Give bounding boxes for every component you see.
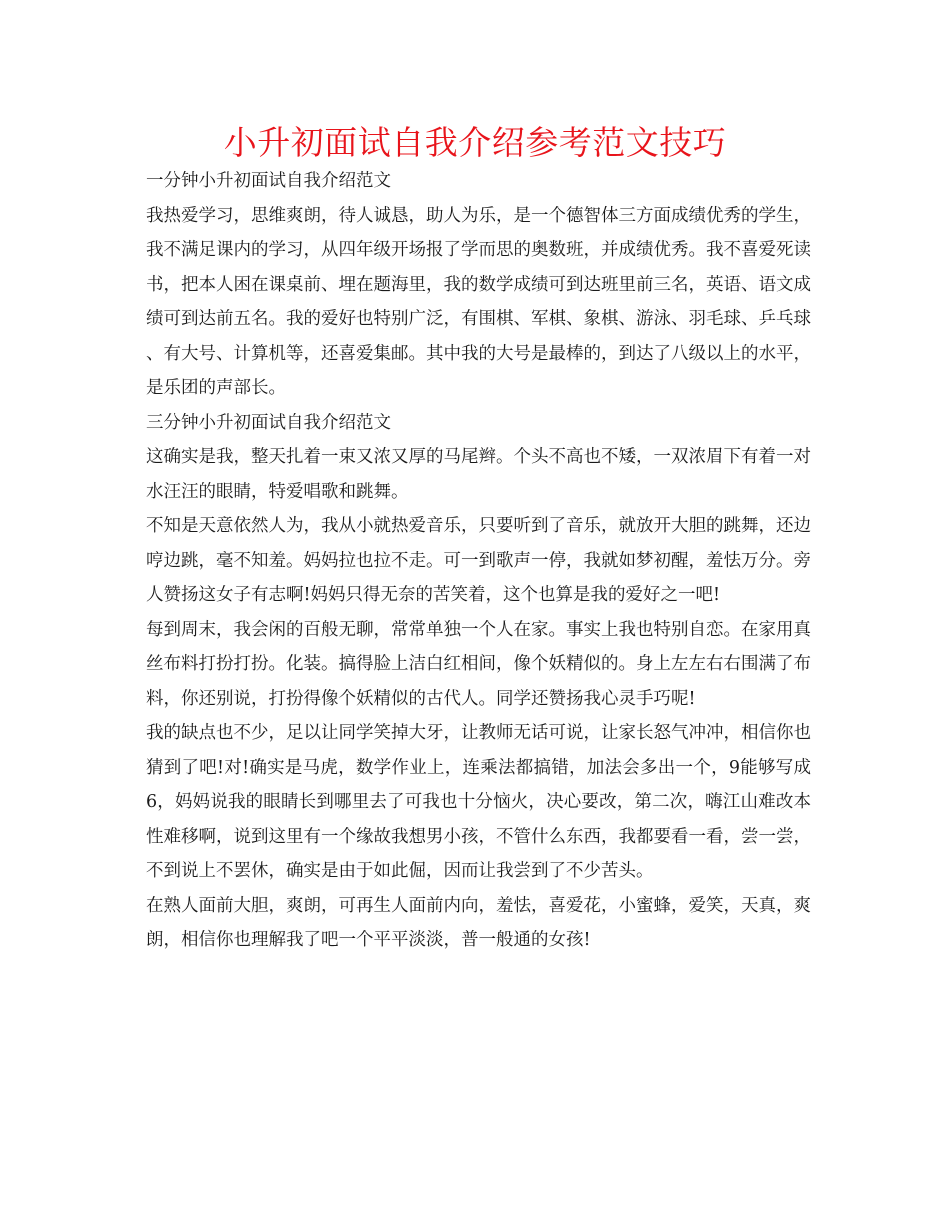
section-heading-one-minute: 一分钟小升初面试自我介绍范文 bbox=[146, 171, 391, 191]
paragraph-music: 不知是天意依然人为，我从小就热爱音乐，只要听到了音乐，就放开大胆的跳舞，还边哼边跳，毫不知羞。妈妈拉也拉不走。可一到歌声一停，我就如梦初醒，羞怯万分。旁人赞扬这女子有志啊!妈妈只得无奈的苦笑着，这个也算是我的爱好之一吧! bbox=[146, 516, 811, 605]
document-body bbox=[146, 164, 811, 958]
document-title: 小升初面试自我介绍参考范文技巧 bbox=[223, 123, 727, 162]
paragraph-shortcomings: 我的缺点也不少，足以让同学笑掉大牙，让教师无话可说，让家长怒气冲冲，相信你也猜到了吧!对!确实是马虎，数学作业上，连乘法都搞错，加法会多出一个，9能够写成6，妈妈说我的眼睛长到哪里去了可我也十分恼火，决心要改，第二次，嗨江山难改本性难移啊，说到这里有一个缘故我想男小孩，不管什么东西，我都要看一看，尝一尝，不到说上不罢休，确实是由于如此倔，因而让我尝到了不少苦头。 bbox=[146, 723, 811, 881]
paragraph-one-minute-intro: 我热爱学习，思维爽朗，待人诚恳，助人为乐，是一个德智体三方面成绩优秀的学生，我不满足课内的学习，从四年级开场报了学而思的奥数班，并成绩优秀。我不喜爱死读书，把本人困在课桌前、埋在题海里，我的数学成绩可到达班里前三名，英语、语文成绩可到达前五名。我的爱好也特别广泛，有围棋、军棋、象棋、游泳、羽毛球、乒乓球、有大号、计算机等，还喜爱集邮。其中我的大号是最棒的，到达了八级以上的水平，是乐团的声部长。 bbox=[146, 205, 811, 398]
paragraph-appearance: 这确实是我，整天扎着一束又浓又厚的马尾辫。个头不高也不矮，一双浓眉下有着一对水汪汪的眼睛，特爱唱歌和跳舞。 bbox=[146, 447, 811, 502]
paragraph-personality: 在熟人面前大胆，爽朗，可再生人面前内向，羞怯，喜爱花，小蜜蜂，爱笑，天真，爽朗，相信你也理解我了吧一个平平淡淡，普一般通的女孩! bbox=[146, 895, 811, 950]
paragraph-weekend: 每到周末，我会闲的百般无聊，常常单独一个人在家。事实上我也特别自恋。在家用真丝布料打扮打扮。化装。搞得脸上洁白红相间，像个妖精似的。身上左左右右围满了布料，你还别说，打扮得像个妖精似的古代人。同学还赞扬我心灵手巧呢! bbox=[146, 619, 811, 709]
section-heading-three-minute: 三分钟小升初面试自我介绍范文 bbox=[146, 412, 391, 433]
